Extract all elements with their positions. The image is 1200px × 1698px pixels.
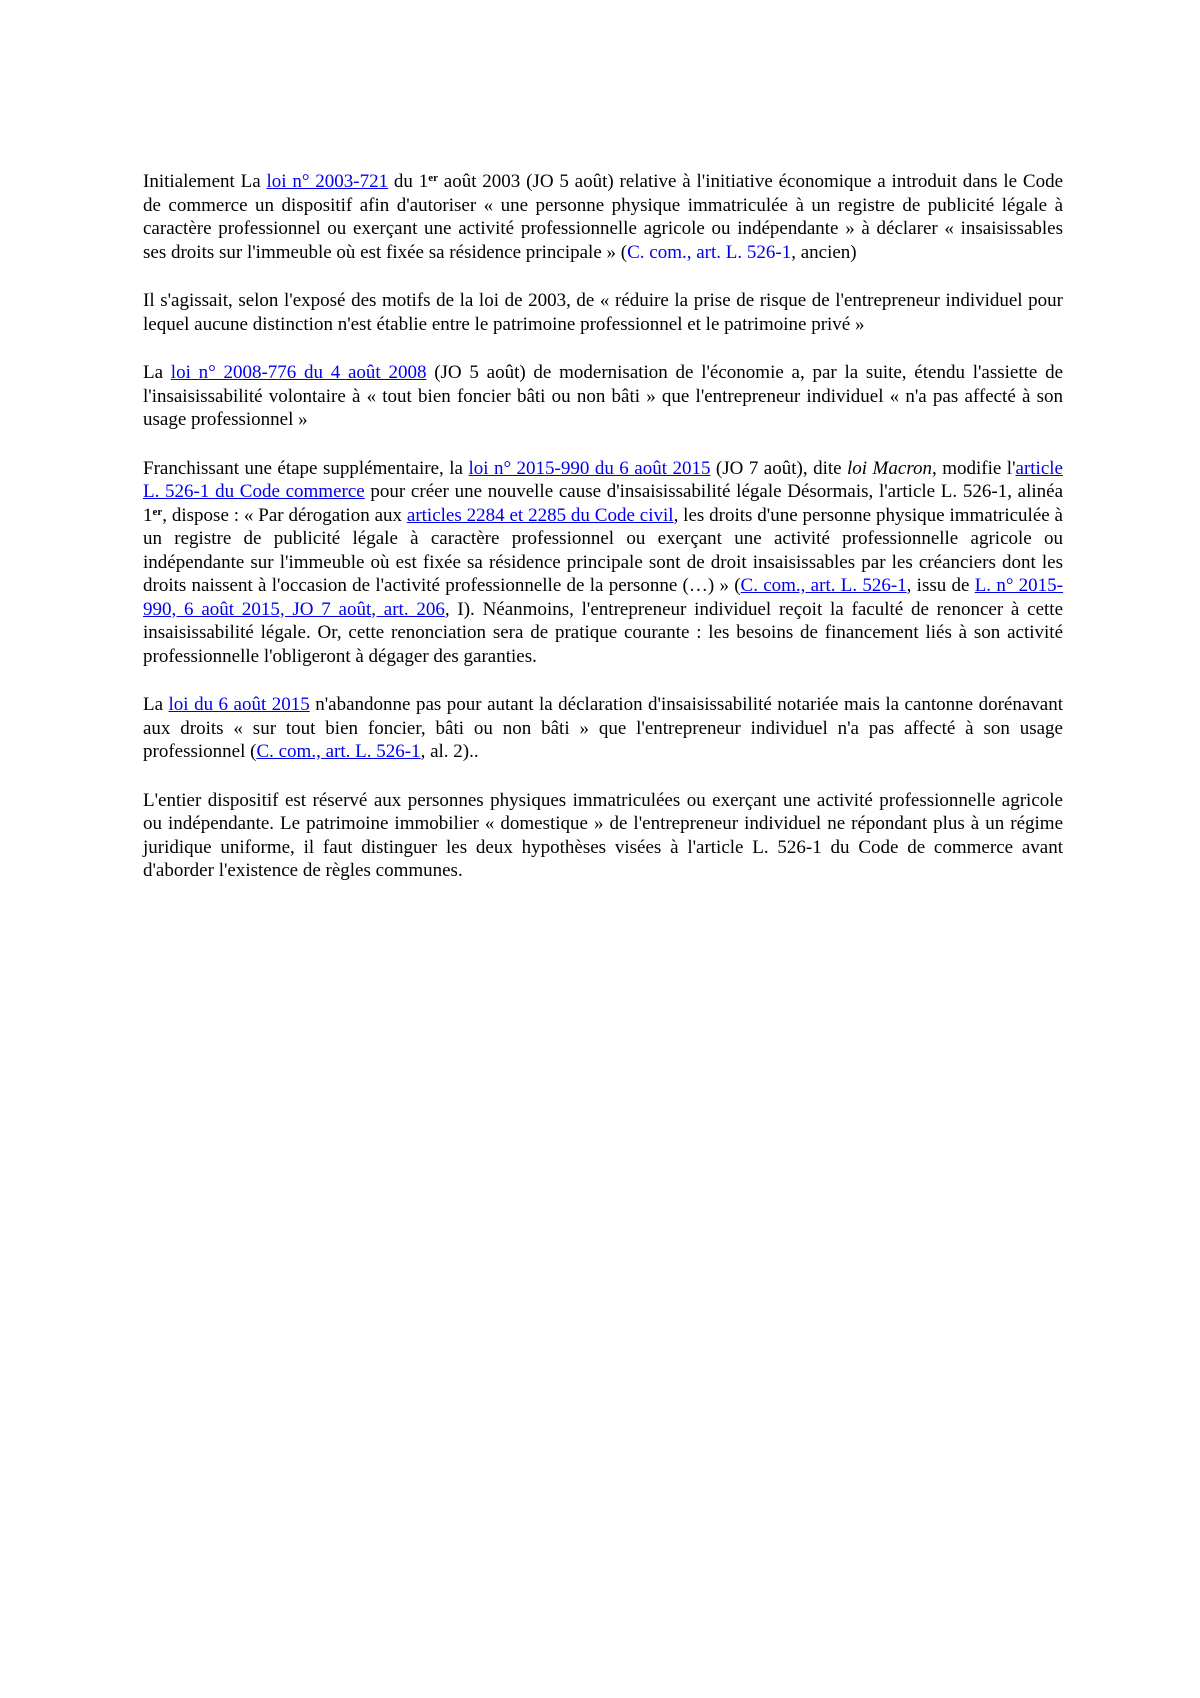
text: pour créer une nouvelle cause d'insaisissabilité légale Désormais, l'article L. 526-1, alinéa 1 [143,481,1063,526]
link-loi-2008-776[interactable]: loi n° 2008-776 du 4 août 2008 [170,362,427,383]
text: du 1 [388,171,429,192]
text: , issu de [906,575,975,596]
text: L'entier dispositif est réservé aux personnes physiques immatriculées ou exerçant une activité professionnelle agricole ou indépendante. Le patrimoine immobilier « domestique » de l'entrepreneur individuel ne répondant plus à un régime juridique uniforme, il faut distinguer les deux hypothèses visées à l'article L. 526-1 du Code de commerce avant d'aborder l'existence de règles communes. [143,789,1063,881]
emphasis-loi-macron: loi Macron [847,457,933,479]
text: La [143,362,171,383]
link-loi-6-aout-2015[interactable]: loi du 6 août 2015 [168,694,310,715]
text: août 2003 (JO 5 août) relative à l'initiative économique a introduit dans le Code de commerce un dispositif afin d'autoriser « une personne physique immatriculée à un registre de publicité légale à caractère professionnel ou exerçant une activité professionnelle agricole ou indépendante » à déclarer « insaisissables ses droits sur l'immeuble où est fixée sa résidence principale » ( [143,171,1064,263]
reference-c-com-526-1: C. com., art. L. 526-1 [627,241,792,263]
text: (JO 7 août), dite [710,457,848,479]
text: , dispose : « Par dérogation aux [162,504,407,526]
text: n'abandonne pas pour autant la déclaration d'insaisissabilité notariée mais la cantonne dorénavant aux droits « sur tout bien foncier, bâti ou non bâti » que l'entrepreneur individuel n'a pas affecté à son usage professionnel ( [143,694,1063,762]
text: Franchissant une étape supplémentaire, la [143,457,469,479]
paragraph-expose-des-motifs [143,289,1063,336]
text: , les droits d'une personne physique immatriculée à un registre de publicité légale à caractère professionnel ou exerçant une activité professionnelle agricole ou indépendante sur l'immeuble où est fixée sa résidence principale sont de droit insaisissables par les créanciers dont les droits naissent à l'occasion de l'activité professionnelle de la personne (…) » ( [143,504,1063,596]
text: , ancien) [791,241,857,263]
document-body [143,170,1063,908]
text: La [143,694,169,715]
link-loi-2015-990-art-206[interactable]: L. n° 2015-990, 6 août 2015, JO 7 août, art. 206 [143,575,1063,620]
superscript: er [152,505,163,518]
text: , al. 2).. [420,741,479,762]
link-loi-2015-990[interactable]: loi n° 2015-990 du 6 août 2015 [468,457,711,479]
paragraph-dispositif-reserve [143,789,1063,883]
paragraph-loi-macron [143,457,1063,669]
paragraph-loi-2008 [143,361,1063,432]
paragraph-declaration-notariee [143,693,1063,764]
text: (JO 5 août) de modernisation de l'économie a, par la suite, étendu l'assiette de l'insaisissabilité volontaire à « tout bien foncier bâti ou non bâti » que l'entrepreneur individuel « n'a pas affecté à son usage professionnel » [143,362,1063,430]
text: Initialement La [143,171,267,192]
link-c-com-526-1-al2[interactable]: C. com., art. L. 526-1 [256,741,421,762]
link-c-com-526-1[interactable]: C. com., art. L. 526-1 [740,575,907,596]
text: , modifie l' [932,457,1016,479]
superscript: er [428,172,438,184]
text: Il s'agissait, selon l'exposé des motifs de la loi de 2003, de « réduire la prise de risque de l'entrepreneur individuel pour lequel aucune distinction n'est établie entre le patrimoine professionnel et le patrimoine privé » [143,290,1063,335]
link-article-l-526-1[interactable]: article L. 526-1 du Code commerce [143,457,1063,502]
text: , I). Néanmoins, l'entrepreneur individuel reçoit la faculté de renoncer à cette insaisissabilité légale. Or, cette renonciation sera de pratique courante : les besoins de financement liés à son activité professionnelle l'obligeront à dégager des garanties. [143,598,1063,667]
paragraph-initiative-economique [143,170,1063,264]
link-articles-2284-2285-code-civil[interactable]: articles 2284 et 2285 du Code civil [406,504,674,526]
link-loi-2003-721[interactable]: loi n° 2003-721 [266,171,389,192]
